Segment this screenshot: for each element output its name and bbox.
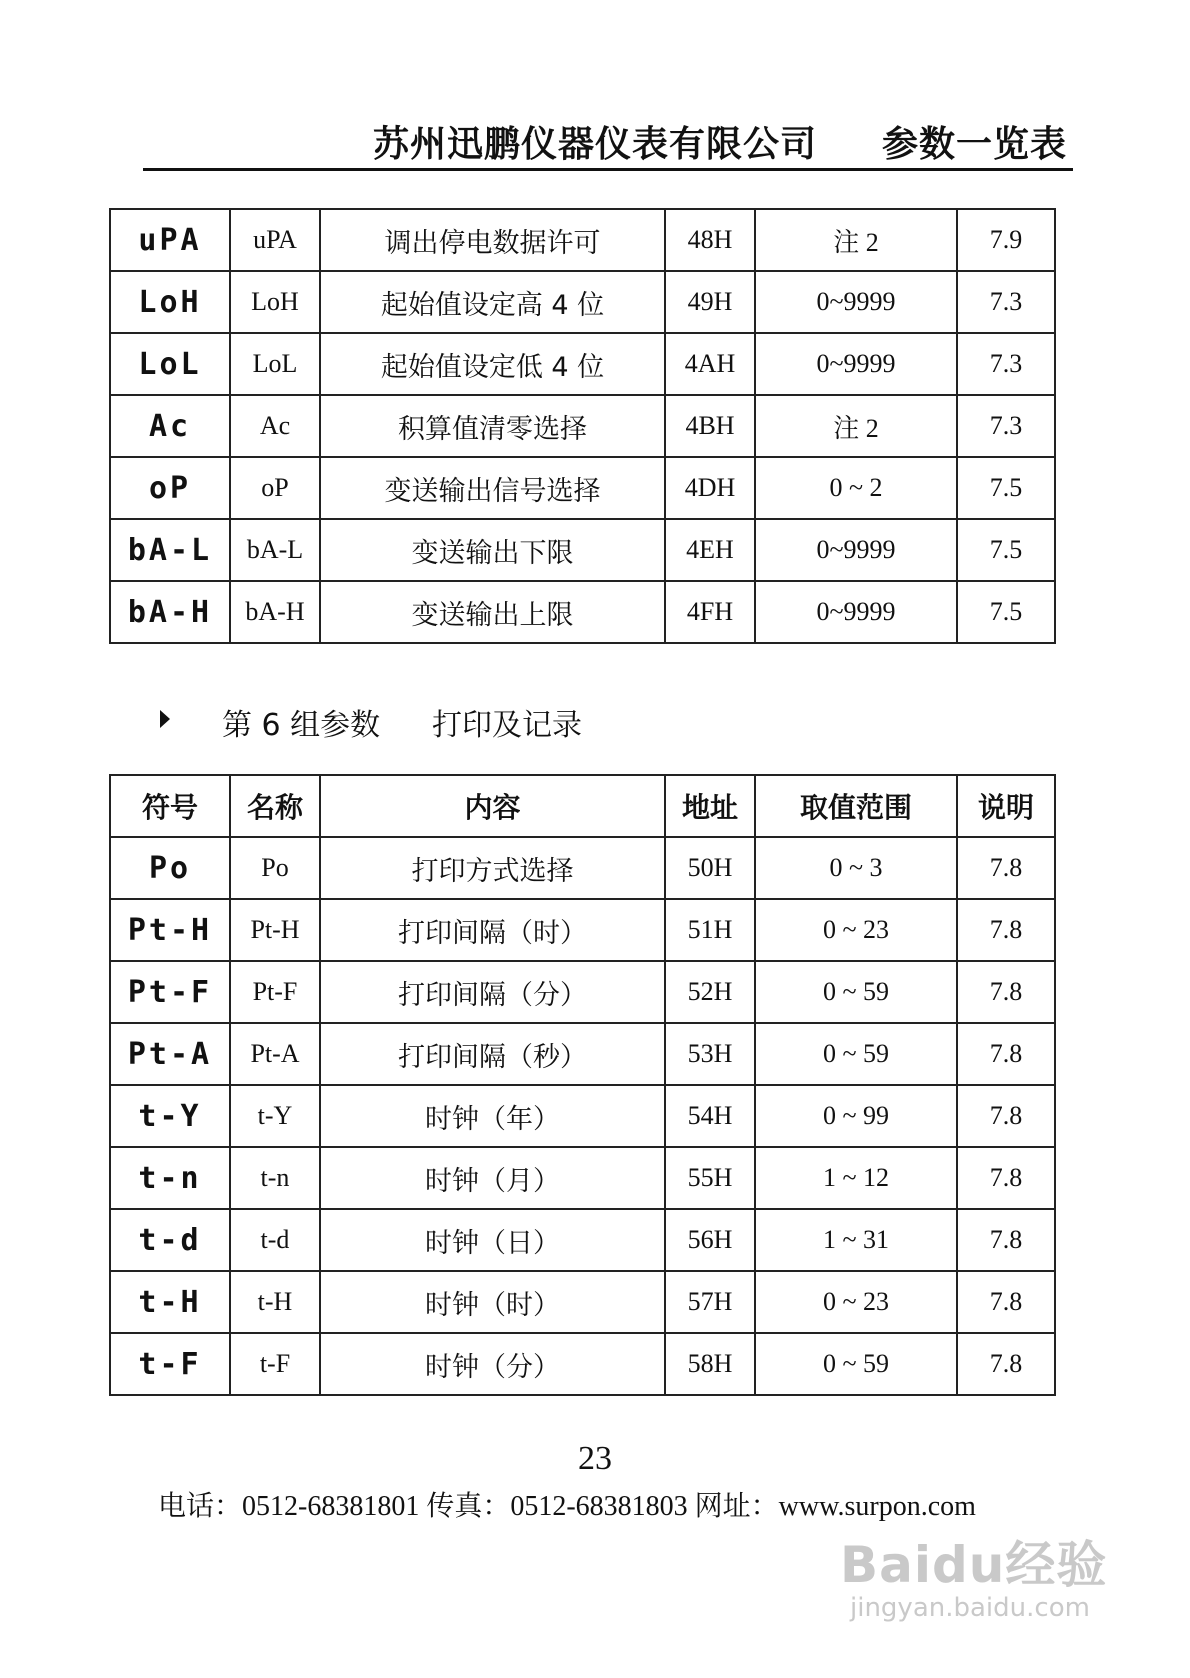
parameter-table-group6 [109, 774, 1056, 1396]
lcd-symbol-cell: bA-H [110, 581, 230, 643]
param-address-cell: 51H [665, 899, 755, 961]
table-row [110, 1023, 1055, 1085]
parameter-table-group5 [109, 208, 1056, 644]
param-range-cell: 0 ~ 23 [755, 1271, 957, 1333]
param-range-cell: 0 ~ 99 [755, 1085, 957, 1147]
param-content-cell: 时钟（年） [320, 1085, 665, 1147]
param-address-cell: 57H [665, 1271, 755, 1333]
param-range-cell: 1 ~ 31 [755, 1209, 957, 1271]
param-note-cell: 7.5 [957, 519, 1055, 581]
param-name-cell: oP [230, 457, 320, 519]
watermark-url: jingyan.baidu.com [850, 1593, 1090, 1623]
lcd-symbol-cell: Pt-A [110, 1023, 230, 1085]
param-name-cell: LoL [230, 333, 320, 395]
param-address-cell: 54H [665, 1085, 755, 1147]
param-name-cell: Pt-F [230, 961, 320, 1023]
param-address-cell: 49H [665, 271, 755, 333]
lcd-symbol-cell: LoH [110, 271, 230, 333]
param-note-cell: 7.8 [957, 1333, 1055, 1395]
param-note-cell: 7.3 [957, 271, 1055, 333]
table-row [110, 1333, 1055, 1395]
page-header [143, 112, 1073, 171]
param-note-cell: 7.8 [957, 961, 1055, 1023]
param-range-cell: 0 ~ 3 [755, 837, 957, 899]
param-range-cell: 1 ~ 12 [755, 1147, 957, 1209]
header-name: 名称 [230, 775, 320, 837]
lcd-symbol-cell: Pt-F [110, 961, 230, 1023]
param-name-cell: bA-L [230, 519, 320, 581]
header-note: 说明 [957, 775, 1055, 837]
param-address-cell: 48H [665, 209, 755, 271]
param-range-cell: 0 ~ 59 [755, 961, 957, 1023]
lcd-symbol-cell: LoL [110, 333, 230, 395]
baidu-logo: Baidu经验 [840, 1536, 1108, 1594]
param-range-cell: 0~9999 [755, 581, 957, 643]
param-name-cell: t-F [230, 1333, 320, 1395]
param-address-cell: 56H [665, 1209, 755, 1271]
param-address-cell: 4EH [665, 519, 755, 581]
param-content-cell: 时钟（分） [320, 1333, 665, 1395]
header-content: 内容 [320, 775, 665, 837]
param-content-cell: 变送输出信号选择 [320, 457, 665, 519]
header-symbol: 符号 [110, 775, 230, 837]
table-row [110, 519, 1055, 581]
param-note-cell: 7.8 [957, 1147, 1055, 1209]
table-row [110, 961, 1055, 1023]
param-address-cell: 55H [665, 1147, 755, 1209]
param-address-cell: 4BH [665, 395, 755, 457]
param-content-cell: 时钟（月） [320, 1147, 665, 1209]
param-name-cell: Ac [230, 395, 320, 457]
param-note-cell: 7.5 [957, 581, 1055, 643]
param-content-cell: 起始值设定高 4 位 [320, 271, 665, 333]
table-row [110, 1147, 1055, 1209]
param-note-cell: 7.3 [957, 395, 1055, 457]
lcd-symbol-cell: Po [110, 837, 230, 899]
param-name-cell: Pt-A [230, 1023, 320, 1085]
param-range-cell: 0 ~ 59 [755, 1023, 957, 1085]
param-range-cell: 0~9999 [755, 271, 957, 333]
watermark [840, 1525, 1140, 1635]
param-content-cell: 变送输出下限 [320, 519, 665, 581]
param-address-cell: 4FH [665, 581, 755, 643]
param-name-cell: LoH [230, 271, 320, 333]
param-note-cell: 7.5 [957, 457, 1055, 519]
lcd-symbol-cell: uPA [110, 209, 230, 271]
param-content-cell: 时钟（日） [320, 1209, 665, 1271]
param-name-cell: Po [230, 837, 320, 899]
section-number: 第 6 组参数 [222, 708, 381, 743]
table-row [110, 271, 1055, 333]
param-content-cell: 打印间隔（分） [320, 961, 665, 1023]
param-name-cell: t-n [230, 1147, 320, 1209]
header-range: 取值范围 [755, 775, 957, 837]
header-address: 地址 [665, 775, 755, 837]
param-range-cell: 注 2 [755, 395, 957, 457]
table-row [110, 837, 1055, 899]
footer-contact: 电话：0512-68381801 传真：0512-68381803 网址：www.surpon.com [158, 1491, 976, 1522]
param-name-cell: uPA [230, 209, 320, 271]
table-row [110, 333, 1055, 395]
lcd-symbol-cell: oP [110, 457, 230, 519]
section-name: 打印及记录 [432, 708, 582, 743]
param-address-cell: 58H [665, 1333, 755, 1395]
param-content-cell: 起始值设定低 4 位 [320, 333, 665, 395]
param-note-cell: 7.3 [957, 333, 1055, 395]
table-row [110, 457, 1055, 519]
lcd-symbol-cell: t-Y [110, 1085, 230, 1147]
param-name-cell: t-H [230, 1271, 320, 1333]
table-row [110, 581, 1055, 643]
param-note-cell: 7.8 [957, 1023, 1055, 1085]
table-row [110, 1209, 1055, 1271]
param-note-cell: 7.9 [957, 209, 1055, 271]
param-note-cell: 7.8 [957, 899, 1055, 961]
param-content-cell: 调出停电数据许可 [320, 209, 665, 271]
param-content-cell: 打印间隔（时） [320, 899, 665, 961]
param-content-cell: 积算值清零选择 [320, 395, 665, 457]
param-content-cell: 时钟（时） [320, 1271, 665, 1333]
page-number: 23 [578, 1440, 612, 1477]
table-row [110, 1085, 1055, 1147]
param-note-cell: 7.8 [957, 837, 1055, 899]
param-address-cell: 53H [665, 1023, 755, 1085]
lcd-symbol-cell: t-H [110, 1271, 230, 1333]
table-row [110, 395, 1055, 457]
param-content-cell: 打印方式选择 [320, 837, 665, 899]
lcd-symbol-cell: t-d [110, 1209, 230, 1271]
table-row [110, 899, 1055, 961]
param-range-cell: 0 ~ 23 [755, 899, 957, 961]
param-range-cell: 0 ~ 59 [755, 1333, 957, 1395]
table-header-row [110, 775, 1055, 837]
bullet-arrow-icon [160, 710, 170, 728]
param-content-cell: 变送输出上限 [320, 581, 665, 643]
param-content-cell: 打印间隔（秒） [320, 1023, 665, 1085]
param-name-cell: Pt-H [230, 899, 320, 961]
param-address-cell: 52H [665, 961, 755, 1023]
param-name-cell: bA-H [230, 581, 320, 643]
lcd-symbol-cell: Pt-H [110, 899, 230, 961]
param-note-cell: 7.8 [957, 1085, 1055, 1147]
param-range-cell: 0 ~ 2 [755, 457, 957, 519]
param-range-cell: 0~9999 [755, 333, 957, 395]
lcd-symbol-cell: t-F [110, 1333, 230, 1395]
lcd-symbol-cell: t-n [110, 1147, 230, 1209]
document-title: 参数一览表 [881, 124, 1067, 165]
param-name-cell: t-Y [230, 1085, 320, 1147]
lcd-symbol-cell: Ac [110, 395, 230, 457]
param-range-cell: 注 2 [755, 209, 957, 271]
param-note-cell: 7.8 [957, 1209, 1055, 1271]
lcd-symbol-cell: bA-L [110, 519, 230, 581]
param-range-cell: 0~9999 [755, 519, 957, 581]
table-row [110, 209, 1055, 271]
param-address-cell: 4AH [665, 333, 755, 395]
param-name-cell: t-d [230, 1209, 320, 1271]
param-note-cell: 7.8 [957, 1271, 1055, 1333]
param-address-cell: 4DH [665, 457, 755, 519]
company-name: 苏州迅鹏仪器仪表有限公司 [373, 124, 818, 165]
param-address-cell: 50H [665, 837, 755, 899]
table-row [110, 1271, 1055, 1333]
